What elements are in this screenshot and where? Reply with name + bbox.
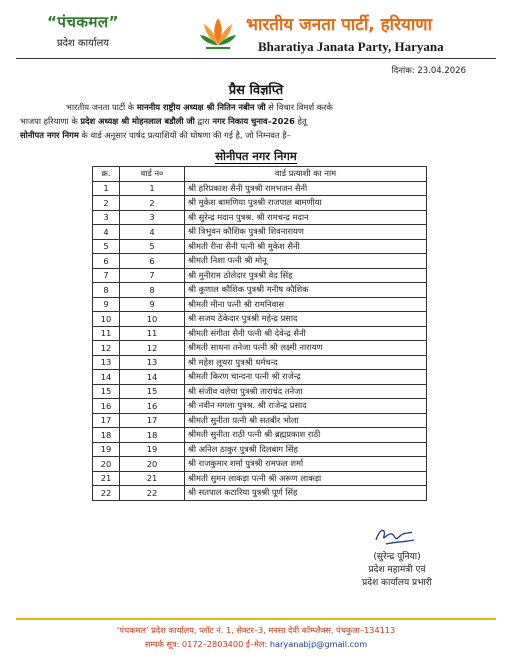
row-serial: 19 xyxy=(93,442,120,457)
row-candidate: श्री हरिप्रकाश सैनी पुत्रश्री रामभजन सैनी xyxy=(185,181,427,196)
row-candidate: श्री सुरेन्द्र मदान पुत्रश्र. श्री रामचन्द्र मदान xyxy=(185,210,427,225)
row-candidate: श्री अनिल ठाकुर पुत्रश्री दिलबाग सिंह xyxy=(185,442,427,457)
para-text: से विचार विमर्श करके xyxy=(265,102,333,112)
row-serial: 9 xyxy=(93,297,120,312)
release-date: दिनांक: 23.04.2026 xyxy=(391,66,466,76)
footer-contact xyxy=(0,637,512,651)
row-serial: 1 xyxy=(93,181,120,196)
table-row xyxy=(93,413,427,428)
party-name-hindi: भारतीय जनता पार्टी, हरियाणा xyxy=(246,15,432,35)
press-release-title xyxy=(0,80,512,98)
header-divider xyxy=(16,58,496,59)
row-candidate: श्री संजीव वलेचा पुत्रश्री ताराचंद तनेजा xyxy=(185,384,427,399)
table-heading-text: सोनीपत नगर निगम xyxy=(215,149,297,163)
table-row xyxy=(93,486,427,501)
table-row xyxy=(93,312,427,327)
row-candidate: श्रीमती सुनीता पत्नी श्री सतबीर भोला xyxy=(185,413,427,428)
table-header-row xyxy=(93,167,427,182)
row-ward: 16 xyxy=(120,399,185,414)
row-serial: 16 xyxy=(93,399,120,414)
para-bold: नगर निकाय चुनाव–2026 xyxy=(212,116,295,126)
candidate-table xyxy=(92,166,427,501)
table-row xyxy=(93,268,427,283)
row-ward: 14 xyxy=(120,370,185,385)
row-ward: 22 xyxy=(120,486,185,501)
row-ward: 18 xyxy=(120,428,185,443)
row-serial: 21 xyxy=(93,471,120,486)
row-ward: 1 xyxy=(120,181,185,196)
footer-email-link[interactable]: haryanabjp@gmail.com xyxy=(269,639,368,649)
row-serial: 15 xyxy=(93,384,120,399)
para-text: द्वारा xyxy=(194,116,213,126)
row-serial: 10 xyxy=(93,312,120,327)
row-candidate: श्रीमती संगीता सैनी पत्नी श्री देवेन्द्र सैनी xyxy=(185,326,427,341)
row-ward: 2 xyxy=(120,196,185,211)
row-serial: 22 xyxy=(93,486,120,501)
row-candidate: श्री महेश लूथरा पुत्रश्री धर्मचन्द xyxy=(185,355,427,370)
row-ward: 21 xyxy=(120,471,185,486)
row-serial: 3 xyxy=(93,210,120,225)
signatory-designation-2: प्रदेश कार्यालय प्रभारी xyxy=(362,578,432,588)
row-serial: 13 xyxy=(93,355,120,370)
header-serial: क्र. xyxy=(93,167,120,182)
row-ward: 7 xyxy=(120,268,185,283)
row-candidate: श्री राजकुमार शर्मा पुत्रश्री रामफल शर्मा xyxy=(185,457,427,472)
table-row xyxy=(93,341,427,356)
office-block xyxy=(28,12,138,49)
row-ward: 4 xyxy=(120,225,185,240)
row-candidate: श्रीमती साधना तनेजा पत्नी श्री लक्ष्मी नारायण xyxy=(185,341,427,356)
row-serial: 7 xyxy=(93,268,120,283)
row-candidate: श्रीमती किरण चान्दना पत्नी श्री राजेन्द्र xyxy=(185,370,427,385)
row-ward: 3 xyxy=(120,210,185,225)
table-row xyxy=(93,355,427,370)
party-name-english: Bharatiya Janata Party, Haryana xyxy=(258,39,444,54)
row-serial: 4 xyxy=(93,225,120,240)
row-ward: 20 xyxy=(120,457,185,472)
row-serial: 20 xyxy=(93,457,120,472)
para-text: हेतू xyxy=(294,116,307,126)
lotus-logo-icon xyxy=(198,14,238,54)
row-candidate: श्री नवीन मगला पुत्रश्र. श्री राजेन्द्र प्रसाद xyxy=(185,399,427,414)
para-bold: प्रदेश अध्यक्ष श्री मोहनलाल बडौली जी xyxy=(80,116,195,126)
table-row xyxy=(93,283,427,298)
row-serial: 17 xyxy=(93,413,120,428)
row-candidate: श्रीमती सुमन लाकड़ा पत्नी श्री अरूण लाकड़ा xyxy=(185,471,427,486)
footer xyxy=(0,623,512,651)
footer-contact-text: सम्पर्क सूत्र: 0172–2803400 ई–मेल: xyxy=(144,639,270,649)
row-ward: 13 xyxy=(120,355,185,370)
row-candidate: श्रीमती निशा पत्नी श्री मोनू xyxy=(185,254,427,269)
table-heading xyxy=(0,149,512,164)
row-ward: 17 xyxy=(120,413,185,428)
table-row xyxy=(93,196,427,211)
table-row xyxy=(93,370,427,385)
table-row xyxy=(93,457,427,472)
signatory-name: (सुरेन्द्र पूनिया) xyxy=(373,552,421,562)
signatory-designation-1: प्रदेश महामंत्री एवं xyxy=(368,565,426,575)
table-row xyxy=(93,239,427,254)
table-row xyxy=(93,254,427,269)
table-row xyxy=(93,297,427,312)
para-bold: सोनीपत नगर निगम xyxy=(20,130,79,140)
para-line-3 xyxy=(20,128,490,142)
table-row xyxy=(93,225,427,240)
row-serial: 12 xyxy=(93,341,120,356)
header-candidate: वार्ड प्रत्याशी का नाम xyxy=(185,167,427,182)
row-serial: 8 xyxy=(93,283,120,298)
para-text: के वार्ड अनुसार पार्षद प्रत्याशियों की घोषणा की गई है, जो निम्नवत है– xyxy=(78,130,291,140)
row-ward: 9 xyxy=(120,297,185,312)
row-candidate: श्रीमती मीना पत्नी श्री रामनिवास xyxy=(185,297,427,312)
panchkamal-brand: “पंचकमल” xyxy=(47,13,119,31)
row-serial: 6 xyxy=(93,254,120,269)
table-row xyxy=(93,210,427,225)
row-candidate: श्री मुनीराम ठोलेदार पुत्रश्री वेद सिंह xyxy=(185,268,427,283)
row-ward: 8 xyxy=(120,283,185,298)
row-ward: 10 xyxy=(120,312,185,327)
handwritten-signature xyxy=(372,524,418,548)
intro-paragraph xyxy=(20,100,490,142)
row-ward: 19 xyxy=(120,442,185,457)
table-row xyxy=(93,384,427,399)
row-serial: 5 xyxy=(93,239,120,254)
row-ward: 15 xyxy=(120,384,185,399)
title-text: प्रैस विज्ञप्ति xyxy=(228,83,284,98)
table-row xyxy=(93,181,427,196)
row-ward: 6 xyxy=(120,254,185,269)
header-ward: वार्ड न० xyxy=(120,167,185,182)
table-row xyxy=(93,442,427,457)
office-label: प्रदेश कार्यालय xyxy=(56,38,110,49)
row-candidate: श्री कुणाल कौशिक पुत्रश्री मनीष कौशिक xyxy=(185,283,427,298)
row-serial: 18 xyxy=(93,428,120,443)
row-ward: 5 xyxy=(120,239,185,254)
row-ward: 11 xyxy=(120,326,185,341)
table-row xyxy=(93,326,427,341)
row-candidate: श्री त्रिभुवन कौशिक पुत्रश्री शिवनारायण xyxy=(185,225,427,240)
row-serial: 14 xyxy=(93,370,120,385)
signatory-block xyxy=(332,551,462,590)
footer-address: ‘पंचकमल’ प्रदेश कार्यालय, प्लॉट नं. 1, सेक्टर–3, मनसा देवी कॉम्प्लैक्स, पंचकुला–134113 xyxy=(116,625,396,635)
row-candidate: श्रीमती रीना सैनी पत्नी श्री मुकेश सैनी xyxy=(185,239,427,254)
para-line-1 xyxy=(20,100,490,114)
row-ward: 12 xyxy=(120,341,185,356)
row-serial: 2 xyxy=(93,196,120,211)
row-serial: 11 xyxy=(93,326,120,341)
row-candidate: श्री मुकेश बामणिया पुत्रश्री राजपाल बामणीया xyxy=(185,196,427,211)
para-line-2 xyxy=(20,114,490,128)
row-candidate: श्री सजय ठेकेदार पुत्रश्री महेन्द्र प्रसाद xyxy=(185,312,427,327)
para-text: भाजपा हरियाणा के xyxy=(20,116,81,126)
table-row xyxy=(93,471,427,486)
row-candidate: श्री सतपाल कटारिया पुत्रश्री पूर्ण सिंह xyxy=(185,486,427,501)
table-row xyxy=(93,428,427,443)
table-row xyxy=(93,399,427,414)
party-name-block xyxy=(246,12,496,55)
para-bold: माननीय राष्ट्रीय अध्यक्ष श्री नितिन नबीन जी xyxy=(136,102,266,112)
para-text: भारतीय जनता पार्टी के xyxy=(66,102,137,112)
row-candidate: श्रीमती सुनीता राठी पत्नी श्री ब्रह्मप्रकाश राठी xyxy=(185,428,427,443)
footer-divider xyxy=(16,618,496,620)
